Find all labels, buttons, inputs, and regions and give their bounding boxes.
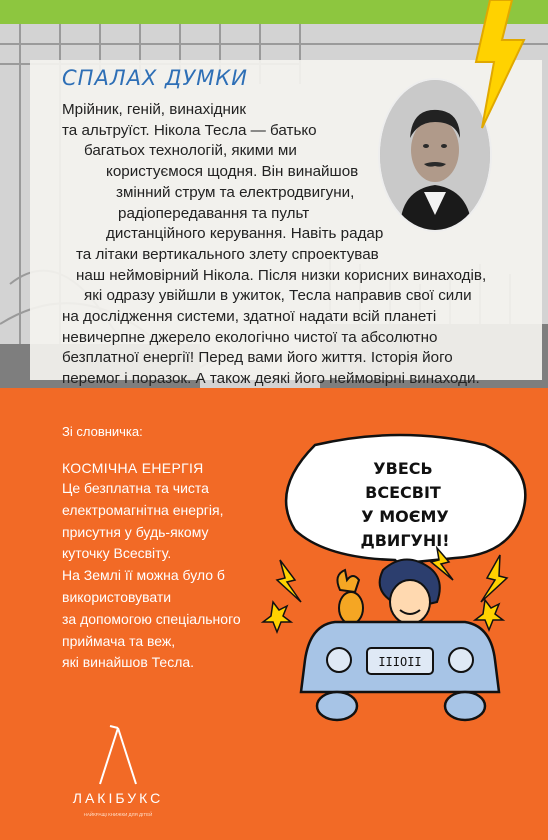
intro-line: та літаки вертикального злету спроектував [76,245,379,263]
intro-line: які одразу увійшли в ужиток, Тесла направив свої сили [84,287,472,305]
page-title: СПАЛАХ ДУМКИ [62,66,248,90]
definition-line: Це безплатна та чиста [62,480,209,496]
intro-line: наш неймовірний Нікола. Після низки корисних винаходів, [76,266,487,284]
top-green-stripe [0,0,548,24]
intro-line: невичерпне джерело екологічно чистої та абсолютно [62,328,438,346]
passenger-figure [337,570,363,624]
definition-line: використовувати [62,588,172,605]
definition-line: На Землі її можна було б [62,567,225,584]
intro-line: та альтруїст. Нікола Тесла — батько [62,121,317,139]
speech-line: У МОЄМУ [361,507,449,526]
definition-line: за допомогою спеціального [62,610,241,627]
dictionary-heading: Зі словничка: [62,424,143,439]
publisher-logo-icon [58,722,178,788]
intro-line: дистанційного керування. Навіть радар [106,225,384,243]
intro-line: на дослідження системи, здатної надати всій планеті [62,308,437,326]
intro-line: змінний струм та електродвигуни, [116,183,355,201]
cartoon-illustration [255,430,545,740]
intro-line: багатьох технологій, якими ми [84,142,297,160]
intro-line: безплатної енергії! Перед вами його життя. Історія його [62,349,453,367]
definition-line: присутня у будь-якому [62,523,209,540]
definition-line: електромагнітна енергія, [62,501,224,518]
intro-line: користуємося щодня. Він винайшов [106,163,359,181]
speech-line: ДВИГУНІ! [360,531,450,550]
definition-line: які винайшов Тесла. [62,654,195,671]
publisher-name: ЛАКІБУКС [72,790,164,806]
intro-text [62,100,538,390]
speech-line: ВСЕСВІТ [365,483,441,502]
speech-line: УВЕСЬ [373,459,433,478]
car [301,622,499,720]
definition-line: куточку Всесвіту. [62,545,172,562]
intro-line: Мрійник, геній, винахідник [62,101,246,118]
driver-figure [380,559,440,624]
dictionary-term: КОСМІЧНА ЕНЕРГІЯ [62,460,204,476]
intro-line: радіопередавання та пульт [118,204,310,222]
definition-line: приймача та веж, [62,632,176,649]
intro-line: перемог і поразок. А також деякі його неймовірні винаходи. [62,370,480,388]
license-plate: ІІІОІІ [378,655,422,669]
publisher-tagline: НАЙКРАЩІ КНИЖКИ ДЛЯ ДІТЕЙ [83,812,153,817]
publisher-logo [58,722,178,832]
